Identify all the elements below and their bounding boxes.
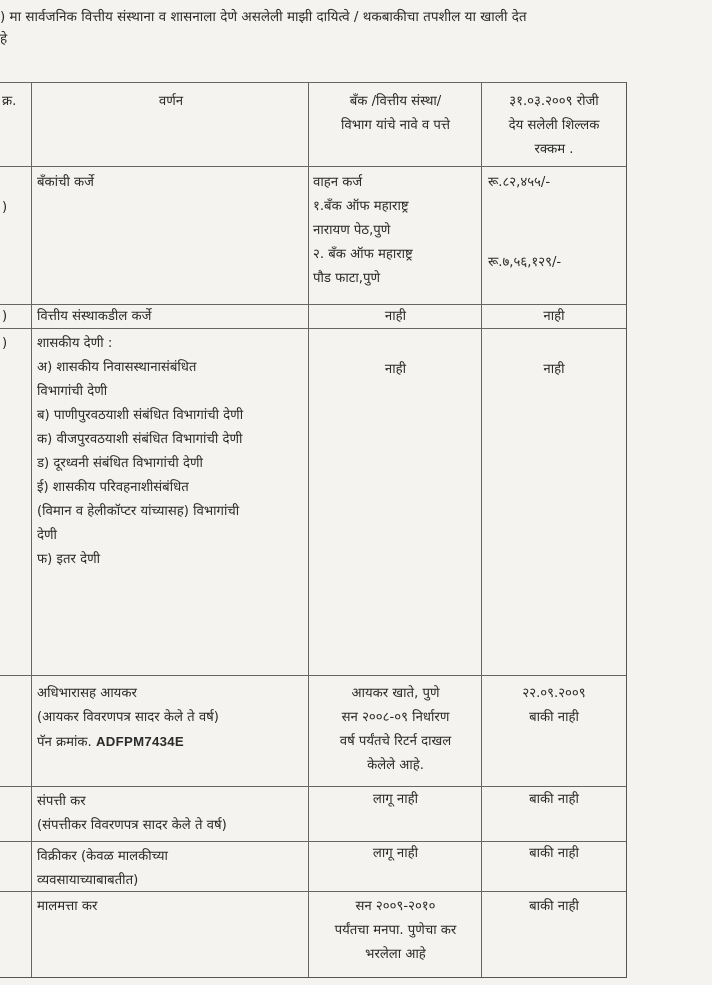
row-3-sr: ) [2, 336, 8, 351]
row-4-bank-line: वर्ष पर्यंतचे रिटर्न दाखल [339, 734, 452, 749]
table-rule [481, 82, 482, 977]
row-4-bank-line: आयकर खाते, पुणे [351, 686, 440, 701]
row-2-amount: नाही [543, 309, 565, 324]
row-7-description: मालमत्ता कर [37, 899, 98, 914]
row-2-sr: ) [2, 309, 8, 324]
row-1-bank-line: पौड फाटा,पुणे [313, 271, 381, 286]
row-2-description: वित्तीय संस्थाकडील कर्जे [37, 309, 152, 324]
row-7-bank-line: भरलेला आहे [365, 947, 426, 962]
row-4-description [37, 682, 305, 754]
row-1-amount-1: रू.८२,४५५/- [488, 175, 551, 190]
row-3-amount: नाही [543, 362, 565, 377]
row-5-description [37, 790, 305, 838]
row-3-desc-line: ड) दूरध्वनी संबंधित विभागांची देणी [37, 456, 203, 471]
row-6-description [37, 845, 305, 893]
row-1-bank-line: २. बँक ऑफ महाराष्ट्र [313, 247, 413, 262]
header-sr: क्र. [2, 94, 17, 109]
row-3-desc-line: फ) इतर देणी [37, 552, 101, 567]
row-5-desc-line: (संपत्तीकर विवरणपत्र सादर केले ते वर्ष) [37, 818, 227, 833]
row-1-amount-2: रू.७,५६,१२९/- [488, 255, 562, 270]
row-4-bank-line: केलेले आहे. [367, 758, 424, 773]
header-amount [484, 90, 624, 162]
intro-line-1: ) मा सार्वजनिक वित्तीय संस्थाना व शासनाला देणे असलेली माझी दायित्वे / थकबाकीचा तपशील या खाली देत [0, 9, 527, 25]
row-5-amount: बाकी नाही [529, 792, 579, 807]
row-6-desc-line: व्यवसायाच्याबाबतीत) [37, 873, 139, 888]
row-3-desc-line: ई) शासकीय परिवहनाशीसंबंधित [37, 480, 189, 495]
row-1-sr: ) [2, 200, 8, 215]
liabilities-table [0, 82, 627, 978]
header-bank [313, 90, 478, 138]
row-4-amount-line: बाकी नाही [529, 710, 579, 725]
table-rule [0, 675, 626, 676]
row-5-desc-line: संपत्ती कर [37, 794, 86, 809]
header-bank-line: बँक /वित्तीय संस्था/ [349, 94, 442, 109]
row-3-bank: नाही [384, 362, 407, 377]
intro-text [0, 6, 712, 50]
row-3-desc-line: ब) पाणीपुरवठयाशी संबंधित विभागांची देणी [37, 408, 244, 423]
row-1-bank-line: वाहन कर्ज [313, 175, 363, 190]
row-1-bank-line: नारायण पेठ,पुणे [313, 223, 391, 238]
row-6-amount: बाकी नाही [529, 846, 579, 861]
pan-number: ADFPM7434E [95, 734, 184, 749]
row-3-desc-line: अ) शासकीय निवासस्थानासंबंधित [37, 360, 197, 375]
header-amount-line: देय सलेली शिल्लक [508, 118, 600, 133]
header-bank-line: विभाग यांचे नावे व पत्ते [340, 118, 451, 133]
row-4-desc-line: (आयकर विवरणपत्र सादर केले ते वर्ष) [37, 710, 219, 725]
row-3-desc-line: क) वीजपुरवठयाशी संबंधित विभागांची देणी [37, 432, 243, 447]
row-3-desc-line: देणी [37, 528, 57, 543]
row-7-bank-line: सन २००९-२०१० [355, 899, 436, 914]
row-3-desc-line: विभागांची देणी [37, 384, 108, 399]
row-1-bank-line: १.बँक ऑफ महाराष्ट्र [313, 199, 409, 214]
row-1-description: बँकांची कर्जे [37, 175, 94, 190]
row-7-bank [313, 895, 478, 967]
row-3-desc-line: शासकीय देणी : [37, 336, 113, 351]
row-5-bank: लागू नाही [372, 792, 419, 807]
header-description: वर्णन [158, 94, 184, 109]
row-2-bank: नाही [384, 309, 407, 324]
header-amount-line: ३१.०३.२००९ रोजी [509, 94, 599, 109]
row-4-bank-line: सन २००८-०९ निर्धारण [341, 710, 450, 725]
row-1-bank [313, 171, 478, 291]
row-7-bank-line: पर्यंतचा मनपा. पुणेचा कर [334, 923, 457, 938]
pan-label: पॅन क्रमांक. [37, 735, 92, 750]
row-4-bank [313, 682, 478, 778]
table-rule [308, 82, 309, 977]
row-4-amount [484, 682, 624, 730]
row-4-desc-line: अधिभारासह आयकर [37, 686, 137, 701]
row-4-amount-line: २२.०९.२००९ [522, 686, 586, 701]
row-6-desc-line: विक्रीकर (केवळ मालकीच्या [37, 849, 168, 864]
row-7-amount: बाकी नाही [529, 899, 579, 914]
table-rule [0, 82, 626, 83]
table-rule [0, 786, 626, 787]
row-3-desc-line: (विमान व हेलीकॉप्टर यांच्यासह) विभागांची [37, 504, 240, 519]
row-6-bank: लागू नाही [372, 846, 419, 861]
intro-line-2: हे [0, 31, 8, 47]
table-rule [0, 166, 626, 167]
row-3-description [37, 332, 305, 572]
header-amount-line: रक्कम . [534, 142, 574, 157]
row-4-pan-line [37, 730, 305, 754]
